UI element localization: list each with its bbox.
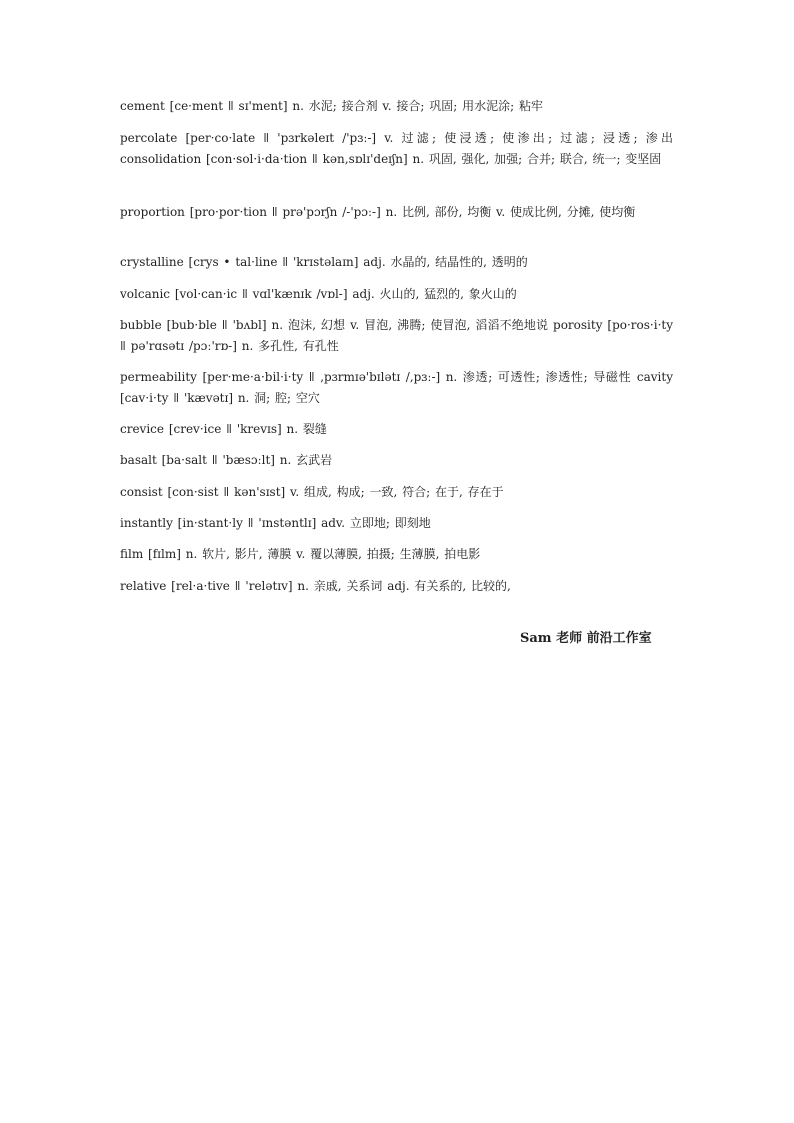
vocab-entry-crevice: crevice [crev·ice ǁ 'krevɪs] n. 裂缝 (120, 422, 327, 436)
vocab-entry-consist: consist [con·sist ǁ kən'sɪst] v. 组成, 构成; 一致, 符合; 在于, 存在于 (120, 485, 504, 499)
vocab-entry-film: film [fɪlm] n. 软片, 影片, 薄膜 v. 覆以薄膜, 拍摄; 生薄膜, 拍电影 (120, 547, 481, 561)
vocab-entry-relative: relative [rel·a·tive ǁ 'relətɪv] n. 亲戚, 关系词 adj. 有关系的, 比较的, (120, 579, 511, 593)
vocab-entry-volcanic: volcanic [vol·can·ic ǁ vɑl'kænɪk /vɒl-] adj. 火山的, 猛烈的, 象火山的 (120, 287, 517, 301)
vocab-entry-cement: cement [ce·ment ǁ sɪ'ment] n. 水泥; 接合剂 v. 接合; 巩固; 用水泥涂; 粘牢 (120, 99, 543, 113)
vocab-entry-permeability-cavity: permeability [per·me·a·bil·i·ty ǁ ‚pɜrmɪə'bɪlətɪ /‚pɜː-] n. 渗透; 可透性; 渗透性; 导磁性 cavity [cav·i·ty ǁ 'kævətɪ] n. 洞; 腔; 空穴 (120, 370, 673, 405)
vocab-entry-proportion: proportion [pro·por·tion ǁ prə'pɔrʃn /-'pɔː-] n. 比例, 部份, 均衡 v. 使成比例, 分摊, 使均衡 (120, 205, 636, 219)
author-signature: Sam 老师 前沿工作室 (520, 631, 652, 646)
vocab-entry-instantly: instantly [in·stant·ly ǁ 'ɪnstəntlɪ] adv. 立即地; 即刻地 (120, 516, 431, 530)
vocab-entry-percolate-consolidation: percolate [per·co·late ǁ 'pɜrkəleɪt /'pɜː-] v. 过滤; 使浸透; 使渗出; 过滤; 浸透; 渗出 consolidation [con·sol·i·da·tion ǁ kən‚sɒlɪ'deɪʃn] n. 巩固, 强化, 加强; 合并; 联合, 统一; 变坚固 (120, 131, 673, 166)
vocab-entry-crystalline: crystalline [crys • tal·line ǁ 'krɪstəlaɪn] adj. 水晶的, 结晶性的, 透明的 (120, 255, 528, 269)
vocab-entry-bubble-porosity: bubble [bub·ble ǁ 'bʌbl] n. 泡沫, 幻想 v. 冒泡, 沸腾; 使冒泡, 滔滔不绝地说 porosity [po·ros·i·ty ǁ pə'rɑsətɪ /pɔː'rɒ-] n. 多孔性, 有孔性 (120, 318, 673, 353)
vocab-entry-basalt: basalt [ba·salt ǁ 'bæsɔːlt] n. 玄武岩 (120, 453, 333, 467)
